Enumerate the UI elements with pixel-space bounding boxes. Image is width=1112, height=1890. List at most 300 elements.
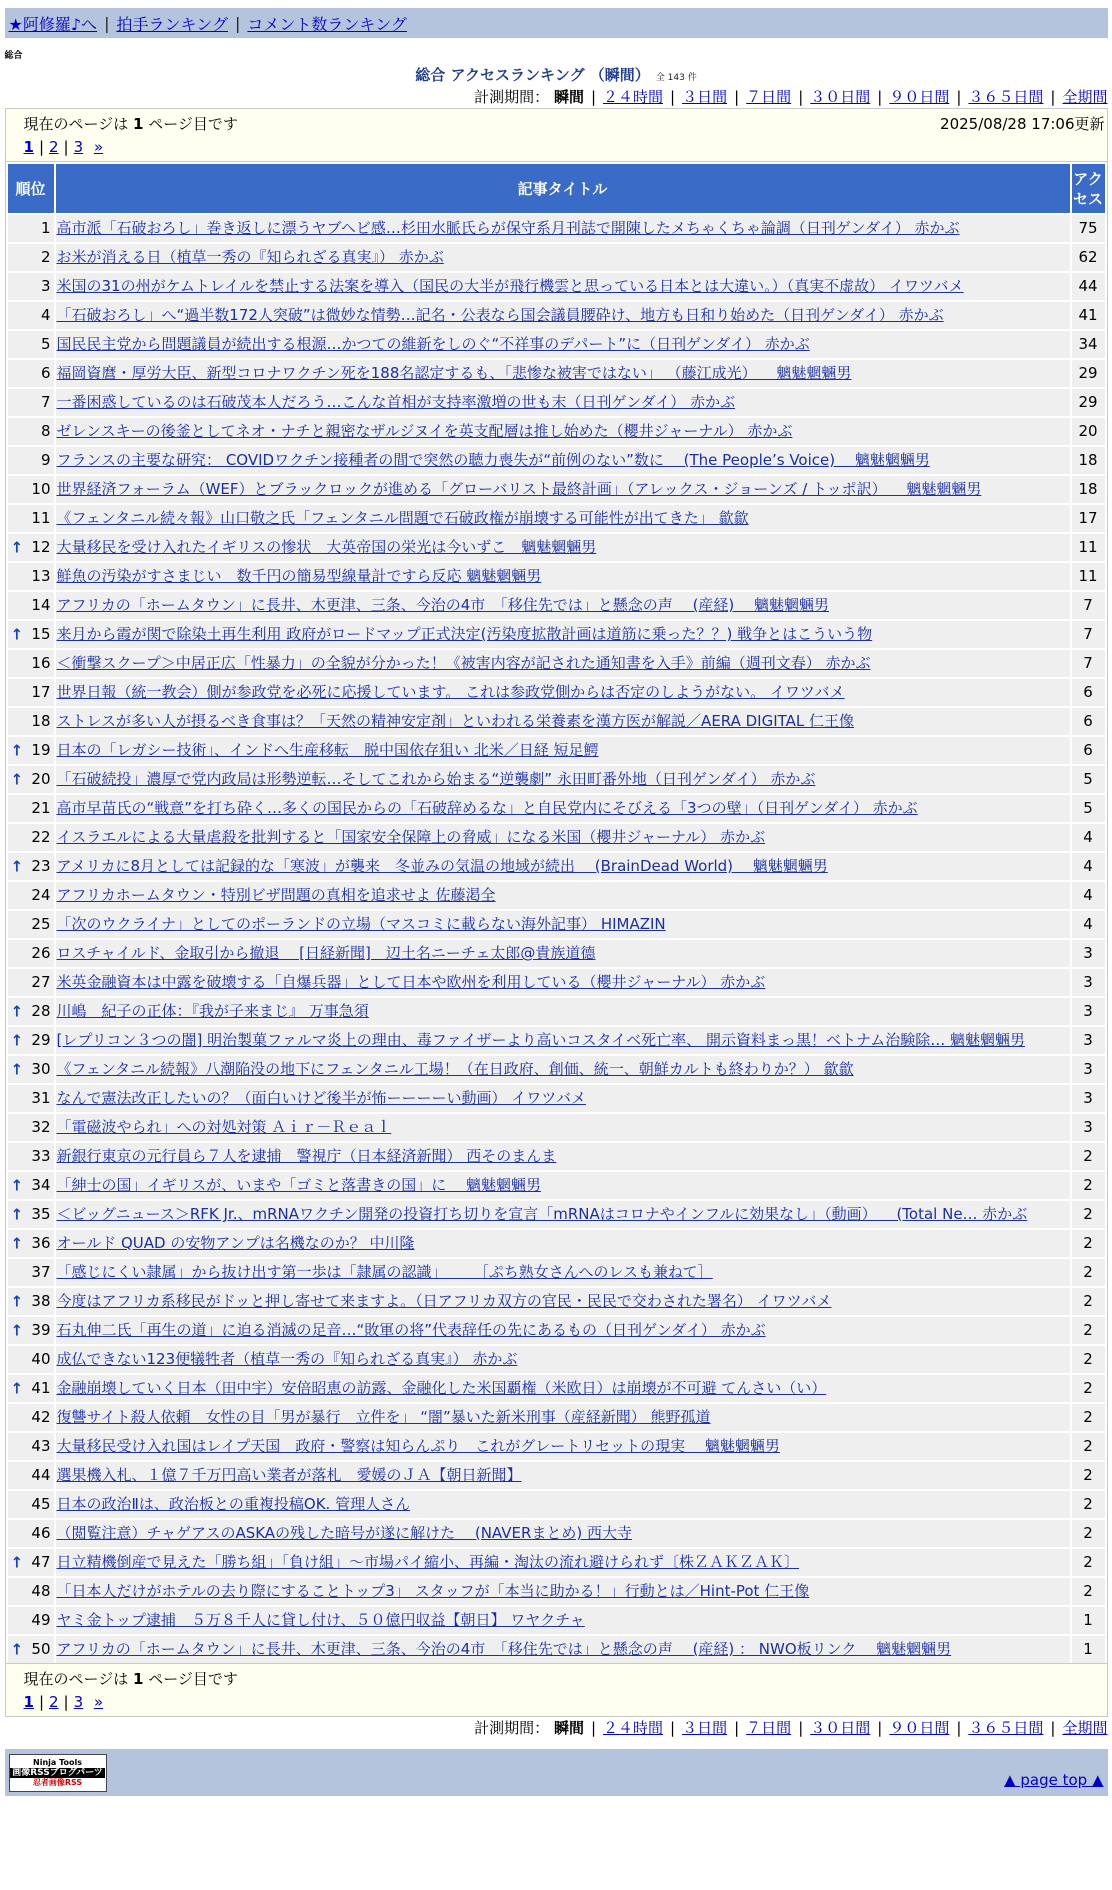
title-cell [56, 244, 1070, 271]
access-count: 1 [1072, 1636, 1105, 1663]
rank-number: 6 [40, 364, 51, 382]
article-link[interactable]: お米が消える日（植草一秀の『知られざる真実』） 赤かぶ [56, 248, 444, 266]
rank-number: 48 [31, 1582, 51, 1600]
article-link[interactable]: 「紳士の国」イギリスが、いまや「ゴミと落書きの国」に 魑魅魍魎男 [56, 1176, 541, 1194]
rank-number: 25 [31, 915, 51, 933]
rank-cell [8, 1259, 54, 1286]
title-cell [56, 679, 1070, 706]
table-row [8, 1491, 1105, 1518]
rank-cell [8, 563, 54, 590]
access-count: 2 [1072, 1520, 1105, 1547]
top-nav-bar [5, 8, 1108, 38]
title-cell [56, 795, 1070, 822]
table-row [8, 505, 1105, 532]
access-count: 2 [1072, 1259, 1105, 1286]
rank-number: 50 [31, 1640, 51, 1658]
article-link[interactable]: 鮮魚の汚染がすさまじい 数千円の簡易型線量計ですら反応 魑魅魍魎男 [56, 567, 542, 585]
period-link-24h[interactable]: ２４時間 [603, 88, 664, 106]
rank-cell [8, 1404, 54, 1431]
next-page-link[interactable]: » [93, 138, 104, 156]
table-row [8, 1375, 1105, 1402]
article-link[interactable]: アフリカの「ホームタウン」に長井、木更津、三条、今治の4市 「移住先では」と懸念の声 (産経) 魑魅魍魎男 [56, 596, 830, 614]
page-link-1[interactable]: 1 [23, 138, 34, 156]
access-count: 2 [1072, 1346, 1105, 1373]
rank-cell [8, 1056, 54, 1083]
article-link[interactable]: 世界経済フォーラム（WEF）とブラックロックが進める「グローバリスト最終計画」（アレックス・ジョーンズ / トッポ訳） 魑魅魍魎男 [56, 480, 982, 498]
access-count: 6 [1072, 737, 1105, 764]
access-count: 5 [1072, 795, 1105, 822]
article-link[interactable]: 「石破続投」濃厚で党内政局は形勢逆転…そしてこれから始まる“逆襲劇” 永田町番外地（日刊ゲンダイ） 赤かぶ [56, 770, 816, 788]
access-count: 2 [1072, 1317, 1105, 1344]
article-link[interactable]: 福岡資麿・厚労大臣、新型コロナワクチン死を188名認定するも、「悲惨な被害ではない」 （藤江成光） 魑魅魍魎男 [56, 364, 852, 382]
title-cell [56, 389, 1070, 416]
title-cell [56, 766, 1070, 793]
current-page-text: 現在のページは 1 ページ目です [23, 1670, 238, 1688]
rank-cell [8, 476, 54, 503]
period-link-3d[interactable]: ３日間 [682, 88, 728, 106]
rank-cell [8, 795, 54, 822]
up-arrow-icon: ↑ [10, 538, 24, 556]
article-link[interactable]: 「石破おろし」へ“過半数172人突破”は微妙な情勢…記名・公表なら国会議員腰砕け、地方も日和り始めた（日刊ゲンダイ） 赤かぶ [56, 306, 944, 324]
page-link-1[interactable]: 1 [23, 1693, 34, 1711]
table-row [8, 1143, 1105, 1170]
article-link[interactable]: イスラエルによる大量虐殺を批判すると「国家安全保障上の脅威」になる米国（櫻井ジャーナル） 赤かぶ [56, 828, 766, 846]
article-link[interactable]: 来月から霞が関で除染土再生利用 政府がロードマップ正式決定(汚染度拡散計画は道筋に乗った？？) 戦争とはこういう物 [56, 625, 873, 643]
rank-number: 28 [31, 1002, 51, 1020]
rank-number: 37 [31, 1263, 51, 1281]
rank-number: 17 [31, 683, 51, 701]
table-row [8, 215, 1105, 242]
article-link[interactable]: ロスチャイルド、金取引から撤退 [日経新聞] 辺土名ニーチェ太郎@貴族道德 [56, 944, 596, 962]
period-link-24h[interactable]: ２４時間 [603, 1719, 664, 1737]
rank-number: 41 [31, 1379, 51, 1397]
article-link[interactable]: アフリカホームタウン・特別ビザ問題の真相を追求せよ 佐藤渇全 [56, 886, 496, 904]
title-cell [56, 1636, 1070, 1663]
title-cell [56, 1607, 1070, 1634]
page-link-3[interactable]: 3 [73, 138, 84, 156]
nav-separator: | [234, 13, 241, 33]
access-count: 17 [1072, 505, 1105, 532]
ranking-title: 総合 アクセスランキング （瞬間） [415, 66, 650, 84]
title-cell [56, 882, 1070, 909]
article-link[interactable]: 「次のウクライナ」としてのポーランドの立場（マスコミに載らない海外記事） HIMAZIN [56, 915, 666, 933]
period-label: 計測期間： [474, 1719, 550, 1737]
category-label: 総合 [4, 51, 23, 61]
article-link[interactable]: 石丸伸二氏「再生の道」に迫る消滅の足音…“敗軍の将”代表辞任の先にあるもの（日刊ゲンダイ） 赤かぶ [56, 1321, 766, 1339]
rank-number: 31 [31, 1089, 51, 1107]
article-link[interactable]: 選果機入札、１億７千万円高い業者が落札 愛媛のＪＡ【朝日新聞】 [56, 1466, 522, 1484]
rank-number: 26 [31, 944, 51, 962]
article-link[interactable]: 成仏できない123便犠牲者（植草一秀の『知られざる真実』） 赤かぶ [56, 1350, 518, 1368]
title-cell [56, 1462, 1070, 1489]
rank-cell [8, 737, 54, 764]
table-row [8, 998, 1105, 1025]
title-cell [56, 1027, 1070, 1054]
table-row [8, 1056, 1105, 1083]
rank-cell [8, 273, 54, 300]
rank-cell [8, 215, 54, 242]
table-row [8, 1520, 1105, 1547]
rank-number: 40 [31, 1350, 51, 1368]
table-row [8, 1259, 1105, 1286]
period-link-7d[interactable]: ７日間 [746, 88, 792, 106]
period-link-365d[interactable]: ３６５日間 [968, 1719, 1044, 1737]
article-link[interactable]: 日本の「レガシー技術」、インドへ生産移転 脱中国依存狙い 北米／日経 短足鰐 [56, 741, 599, 759]
rank-cell [8, 1230, 54, 1257]
title-cell [56, 563, 1070, 590]
rank-cell [8, 447, 54, 474]
table-row [8, 1404, 1105, 1431]
title-cell [56, 940, 1070, 967]
comment-ranking-link[interactable]: コメント数ランキング [247, 14, 407, 34]
up-arrow-icon: ↑ [10, 1002, 24, 1020]
rank-number: 11 [31, 509, 51, 527]
rank-cell [8, 1027, 54, 1054]
title-cell [56, 1404, 1070, 1431]
access-count: 2 [1072, 1288, 1105, 1315]
nav-separator: | [104, 13, 110, 33]
table-row [8, 621, 1105, 648]
access-count: 3 [1072, 940, 1105, 967]
article-link[interactable]: 《フェンタニル続々報》山口敬之氏「フェンタニル問題で石破政権が崩壊する可能性が出てきた」 歙歙 [56, 509, 749, 527]
period-link-30d[interactable]: ３０日間 [810, 1719, 871, 1737]
rank-number: 47 [31, 1553, 51, 1571]
access-count: 2 [1072, 1143, 1105, 1170]
title-cell [56, 447, 1070, 474]
table-row [8, 418, 1105, 445]
rank-cell [8, 1462, 54, 1489]
title-cell [56, 1085, 1070, 1112]
table-row [8, 360, 1105, 387]
rank-cell [8, 650, 54, 677]
rank-cell [8, 1375, 54, 1402]
article-link[interactable]: （閲覧注意）チャゲアスのASKAの残した暗号が遂に解けた (NAVERまとめ) 西大寺 [56, 1524, 632, 1542]
ranking-table [5, 162, 1108, 1665]
period-link-all[interactable]: 全期間 [1062, 88, 1108, 106]
rank-number: 45 [31, 1495, 51, 1513]
rank-cell [8, 853, 54, 880]
article-link[interactable]: 米国の31の州がケムトレイルを禁止する法案を導入（国民の大半が飛行機雲と思っている日本とは大違い。）（真実不虚故） イワツバメ [56, 277, 964, 295]
rank-cell [8, 621, 54, 648]
rank-number: 44 [31, 1466, 51, 1484]
rank-cell [8, 1288, 54, 1315]
updated-timestamp: 2025/08/28 17:06更新 [940, 115, 1105, 133]
rank-cell [8, 1346, 54, 1373]
title-cell [56, 1520, 1070, 1547]
rank-number: 8 [40, 422, 51, 440]
article-link[interactable]: 金融崩壊していく日本（田中宇）安倍昭恵の訪露、金融化した米国覇権（米欧日）は崩壊が不可避 てんさい（い） [56, 1379, 827, 1397]
title-cell [56, 534, 1070, 561]
title-cell [56, 592, 1070, 619]
title-cell [56, 331, 1070, 358]
access-count: 2 [1072, 1491, 1105, 1518]
table-row [8, 1578, 1105, 1605]
article-link[interactable]: 「感じにくい隷属」から抜け出す第一歩は「隷属の認識」 ［ぷち熟女さんへのレスも兼ねて］ [56, 1263, 713, 1281]
site-link[interactable]: ★阿修羅♪へ [8, 14, 98, 34]
page-top-link[interactable]: ▲ page top ▲ [1004, 1770, 1104, 1789]
up-arrow-icon: ↑ [10, 1234, 24, 1252]
table-row [8, 737, 1105, 764]
up-arrow-icon: ↑ [10, 1205, 24, 1223]
article-link[interactable]: 川嶋 紀子の正体：『我が子来まじ』 万事急須 [56, 1002, 369, 1020]
table-row [8, 389, 1105, 416]
period-selector-top: 計測期間： 瞬間 | ２４時間 | ３日間 | ７日間 | ３０日間 | ９０日間 | ３６５日間 | 全期間 [474, 88, 1108, 106]
article-link[interactable]: 一番困惑しているのは石破茂本人だろう…こんな首相が支持率激増の世も末（日刊ゲンダイ） 赤かぶ [56, 393, 736, 411]
pager-bottom: 現在のページは 1 ページ目です 1 | 2 | 3 » [5, 1663, 1108, 1717]
access-count: 2 [1072, 1172, 1105, 1199]
article-link[interactable]: 「電磁波やられ」への対処対策 Ａｉｒ－Ｒｅａｌ [56, 1118, 392, 1136]
page-link-2[interactable]: 2 [49, 138, 59, 156]
rank-cell [8, 302, 54, 329]
table-row [8, 1288, 1105, 1315]
article-link[interactable]: 国民民主党から問題議員が続出する根源…かつての維新をしのぐ“不祥事のデパート”に（日刊ゲンダイ） 赤かぶ [56, 335, 810, 353]
table-row [8, 940, 1105, 967]
table-row [8, 244, 1105, 271]
table-row [8, 447, 1105, 474]
article-link[interactable]: ヤミ金トップ逮捕 ５万８千人に貸し付け、５０億円収益【朝日】 ワヤクチャ [56, 1611, 585, 1629]
rank-cell [8, 1636, 54, 1663]
table-row [8, 534, 1105, 561]
table-row [8, 853, 1105, 880]
table-row [8, 650, 1105, 677]
table-row [8, 1433, 1105, 1460]
rank-number: 34 [31, 1176, 51, 1194]
article-link[interactable]: 高市早苗氏の“戦意”を打ち砕く…多くの国民からの「石破辞めるな」と自民党内にそびえる「3つの壁」（日刊ゲンダイ） 赤かぶ [56, 799, 918, 817]
rank-number: 35 [31, 1205, 51, 1223]
access-count: 3 [1072, 969, 1105, 996]
current-page-text: 現在のページは 1 ページ目です [23, 115, 238, 133]
period-link-90d[interactable]: ９０日間 [889, 1719, 950, 1737]
article-link[interactable]: 大量移民受け入れ国はレイプ天国 政府・警察は知らんぷり これがグレートリセットの現実 魑魅魍魎男 [56, 1437, 780, 1455]
period-current: 瞬間 [553, 88, 584, 106]
table-row [8, 969, 1105, 996]
rank-number: 43 [31, 1437, 51, 1455]
rank-number: 5 [40, 335, 51, 353]
access-count: 11 [1072, 534, 1105, 561]
up-arrow-icon: ↑ [10, 1321, 24, 1339]
rank-number: 29 [31, 1031, 51, 1049]
table-row [8, 1317, 1105, 1344]
title-cell [56, 737, 1070, 764]
up-arrow-icon: ↑ [10, 1553, 24, 1571]
article-link[interactable]: 米英金融資本は中露を破壊する「自爆兵器」として日本や欧州を利用している（櫻井ジャーナル） 赤かぶ [56, 973, 766, 991]
period-link-3d[interactable]: ３日間 [682, 1719, 728, 1737]
rank-cell [8, 244, 54, 271]
title-cell [56, 1578, 1070, 1605]
access-count: 18 [1072, 476, 1105, 503]
access-count: 2 [1072, 1549, 1105, 1576]
up-arrow-icon: ↑ [10, 1176, 24, 1194]
article-link[interactable]: 新銀行東京の元行員ら７人を逮捕 警視庁（日本経済新聞） 西そのまんま [56, 1147, 557, 1165]
title-cell [56, 1201, 1070, 1228]
period-link-365d[interactable]: ３６５日間 [968, 88, 1044, 106]
table-row [8, 592, 1105, 619]
title-cell [56, 1317, 1070, 1344]
rank-number: 13 [31, 567, 51, 585]
rank-cell [8, 679, 54, 706]
rank-cell [8, 882, 54, 909]
page-link-3[interactable]: 3 [73, 1693, 84, 1711]
title-cell [56, 1114, 1070, 1141]
rank-cell [8, 1578, 54, 1605]
table-row [8, 882, 1105, 909]
rank-number: 7 [40, 393, 51, 411]
table-row [8, 331, 1105, 358]
access-count: 20 [1072, 418, 1105, 445]
rank-cell [8, 534, 54, 561]
rank-cell [8, 505, 54, 532]
title-cell [56, 273, 1070, 300]
rank-number: 18 [31, 712, 51, 730]
access-count: 3 [1072, 1056, 1105, 1083]
article-link[interactable]: 高市派「石破おろし」巻き返しに漂うヤブヘビ感…杉田水脈氏らが保守系月刊誌で開陳したメちゃくちゃ論調（日刊ゲンダイ） 赤かぶ [56, 219, 960, 237]
title-cell [56, 708, 1070, 735]
page-link-2[interactable]: 2 [49, 1693, 59, 1711]
access-count: 41 [1072, 302, 1105, 329]
total-count: 全 143 件 [655, 73, 697, 83]
access-count: 29 [1072, 360, 1105, 387]
access-count: 6 [1072, 708, 1105, 735]
article-link[interactable]: 今度はアフリカ系移民がドッと押し寄せて来ますよ。（日アフリカ双方の官民・民民で交わされた署名） イワツバメ [56, 1292, 832, 1310]
access-count: 7 [1072, 592, 1105, 619]
rank-number: 27 [31, 973, 51, 991]
table-row [8, 1114, 1105, 1141]
rank-cell [8, 1143, 54, 1170]
rank-cell [8, 1433, 54, 1460]
col-access-header: アクセス [1072, 164, 1105, 213]
up-arrow-icon: ↑ [10, 741, 24, 759]
table-row [8, 302, 1105, 329]
rank-number: 21 [31, 799, 51, 817]
article-link[interactable]: なんで憲法改正したいの？（面白いけど後半が怖ーーーーい動画） イワツバメ [56, 1089, 586, 1107]
period-link-all[interactable]: 全期間 [1062, 1719, 1108, 1737]
page [5, 8, 1108, 1796]
rank-cell [8, 360, 54, 387]
up-arrow-icon: ↑ [10, 1292, 24, 1310]
rank-cell [8, 998, 54, 1025]
up-arrow-icon: ↑ [10, 1031, 24, 1049]
rank-number: 12 [31, 538, 51, 556]
pager-top: 現在のページは 1 ページ目です 2025/08/28 17:06更新 1 | 2 | 3 » [5, 108, 1108, 162]
article-link[interactable]: ストレスが多い人が摂るべき食事は？「天然の精神安定剤」といわれる栄養素を漢方医が解説／AERA DIGITAL 仁王像 [56, 712, 855, 730]
title-cell [56, 1172, 1070, 1199]
access-count: 4 [1072, 853, 1105, 880]
title-cell [56, 1143, 1070, 1170]
article-link[interactable]: 日立精機倒産で見えた「勝ち組」「負け組」～市場パイ縮小、再編・淘汰の流れ避けられず〔株ＺＡＫＺＡＫ〕 [56, 1553, 800, 1571]
title-cell [56, 418, 1070, 445]
table-row [8, 795, 1105, 822]
article-link[interactable]: 大量移民を受け入れたイギリスの惨状 大英帝国の栄光は今いずこ 魑魅魍魎男 [56, 538, 597, 556]
access-count: 2 [1072, 1462, 1105, 1489]
article-link[interactable]: [レプリコン３つの闇] 明治製菓ファルマ炎上の理由、毒ファイザーより高いコスタイベ死亡率、 開示資料まっ黒！ベトナム治験除… 魑魅魍魎男 [56, 1031, 1025, 1049]
rank-cell [8, 1172, 54, 1199]
title-cell [56, 998, 1070, 1025]
title-cell [56, 1491, 1070, 1518]
ranking-title-line [5, 64, 1108, 86]
rank-number: 4 [40, 306, 51, 324]
table-row [8, 1636, 1105, 1663]
period-link-7d[interactable]: ７日間 [746, 1719, 792, 1737]
title-cell [56, 476, 1070, 503]
period-selector-bottom: 計測期間： 瞬間 | ２４時間 | ３日間 | ７日間 | ３０日間 | ９０日間 | ３６５日間 | 全期間 [474, 1719, 1108, 1737]
access-count: 2 [1072, 1201, 1105, 1228]
title-cell [56, 1259, 1070, 1286]
article-link[interactable]: 「日本人だけがホテルの去り際にすることトップ3」 スタッフが「本当に助かる！」行動とは／Hint-Pot 仁王像 [56, 1582, 810, 1600]
rank-number: 23 [31, 857, 51, 875]
period-link-90d[interactable]: ９０日間 [889, 88, 950, 106]
access-count: 6 [1072, 679, 1105, 706]
table-row [8, 563, 1105, 590]
title-cell [56, 969, 1070, 996]
title-cell [56, 1288, 1070, 1315]
article-link[interactable]: ＜ビッグニュース＞RFK Jr.、mRNAワクチン開発の投資打ち切りを宣言「mRNAはコロナやインフルに効果なし」（動画） (Total Ne… 赤かぶ [56, 1205, 1028, 1223]
article-link[interactable]: ゼレンスキーの後釜としてネオ・ナチと親密なザルジヌイを英支配層は推し始めた（櫻井ジャーナル） 赤かぶ [56, 422, 793, 440]
title-cell [56, 650, 1070, 677]
next-page-link[interactable]: » [93, 1693, 104, 1711]
clap-ranking-link[interactable]: 拍手ランキング [116, 14, 228, 34]
access-count: 2 [1072, 1230, 1105, 1257]
article-link[interactable]: フランスの主要な研究： COVIDワクチン接種者の間で突然の聴力喪失が“前例のない”数に (The People’s Voice) 魑魅魍魎男 [56, 451, 930, 469]
access-count: 4 [1072, 824, 1105, 851]
access-count: 2 [1072, 1404, 1105, 1431]
article-link[interactable]: アフリカの「ホームタウン」に長井、木更津、三条、今治の4市 「移住先では」と懸念の声 (産経) ： NWO板リンク 魑魅魍魎男 [56, 1640, 952, 1658]
up-arrow-icon: ↑ [10, 770, 24, 788]
up-arrow-icon: ↑ [10, 857, 24, 875]
rank-cell [8, 1549, 54, 1576]
table-row [8, 1027, 1105, 1054]
rank-cell [8, 708, 54, 735]
article-link[interactable]: 日本の政治Ⅱは、政治板との重複投稿OK. 管理人さん [56, 1495, 411, 1513]
rank-number: 46 [31, 1524, 51, 1542]
article-link[interactable]: 世界日報（統一教会）側が参政党を必死に応援しています。 これは参政党側からは否定のしようがない。 イワツバメ [56, 683, 845, 701]
table-row [8, 708, 1105, 735]
rank-cell [8, 1085, 54, 1112]
rank-number: 10 [31, 480, 51, 498]
table-row [8, 911, 1105, 938]
rank-number: 19 [31, 741, 51, 759]
title-cell [56, 1375, 1070, 1402]
access-count: 3 [1072, 998, 1105, 1025]
rank-number: 24 [31, 886, 51, 904]
up-arrow-icon: ↑ [10, 1060, 24, 1078]
rank-cell [8, 911, 54, 938]
access-count: 18 [1072, 447, 1105, 474]
period-current: 瞬間 [553, 1719, 584, 1737]
footer-bar [5, 1749, 1108, 1796]
article-link[interactable]: オールド QUAD の安物アンプは名機なのか？ 中川隆 [56, 1234, 415, 1252]
table-row [8, 1607, 1105, 1634]
rank-number: 30 [31, 1060, 51, 1078]
rank-cell [8, 1317, 54, 1344]
table-row [8, 476, 1105, 503]
rank-number: 33 [31, 1147, 51, 1165]
table-row [8, 679, 1105, 706]
article-link[interactable]: 《フェンタニル続報》八潮陥没の地下にフェンタニル工場！（在日政府、創価、統一、朝鮮カルトも終わりか？） 歙歙 [56, 1060, 854, 1078]
access-count: 2 [1072, 1578, 1105, 1605]
article-link[interactable]: 復讐サイト殺人依頼 女性の目「男が暴行 立件を」 “闇”暴いた新米刑事（産経新聞） 熊野孤道 [56, 1408, 711, 1426]
article-link[interactable]: ＜衝撃スクープ＞中居正広「性暴力」の全貌が分かった！《被害内容が記された通知書を入手》前編（週刊文春） 赤かぶ [56, 654, 871, 672]
access-count: 7 [1072, 621, 1105, 648]
access-count: 4 [1072, 911, 1105, 938]
ninja-rss-logo[interactable]: Ninja Tools 画像RSSブログパーツ 忍者画像RSS [9, 1754, 107, 1792]
article-link[interactable]: アメリカに8月としては記録的な「寒波」が襲来 冬並みの気温の地域が続出 (BrainDead World) 魑魅魍魎男 [56, 857, 828, 875]
rank-cell [8, 1607, 54, 1634]
table-row [8, 1201, 1105, 1228]
rank-number: 1 [40, 219, 51, 237]
period-link-30d[interactable]: ３０日間 [810, 88, 871, 106]
up-arrow-icon: ↑ [10, 625, 24, 643]
rank-number: 16 [31, 654, 51, 672]
